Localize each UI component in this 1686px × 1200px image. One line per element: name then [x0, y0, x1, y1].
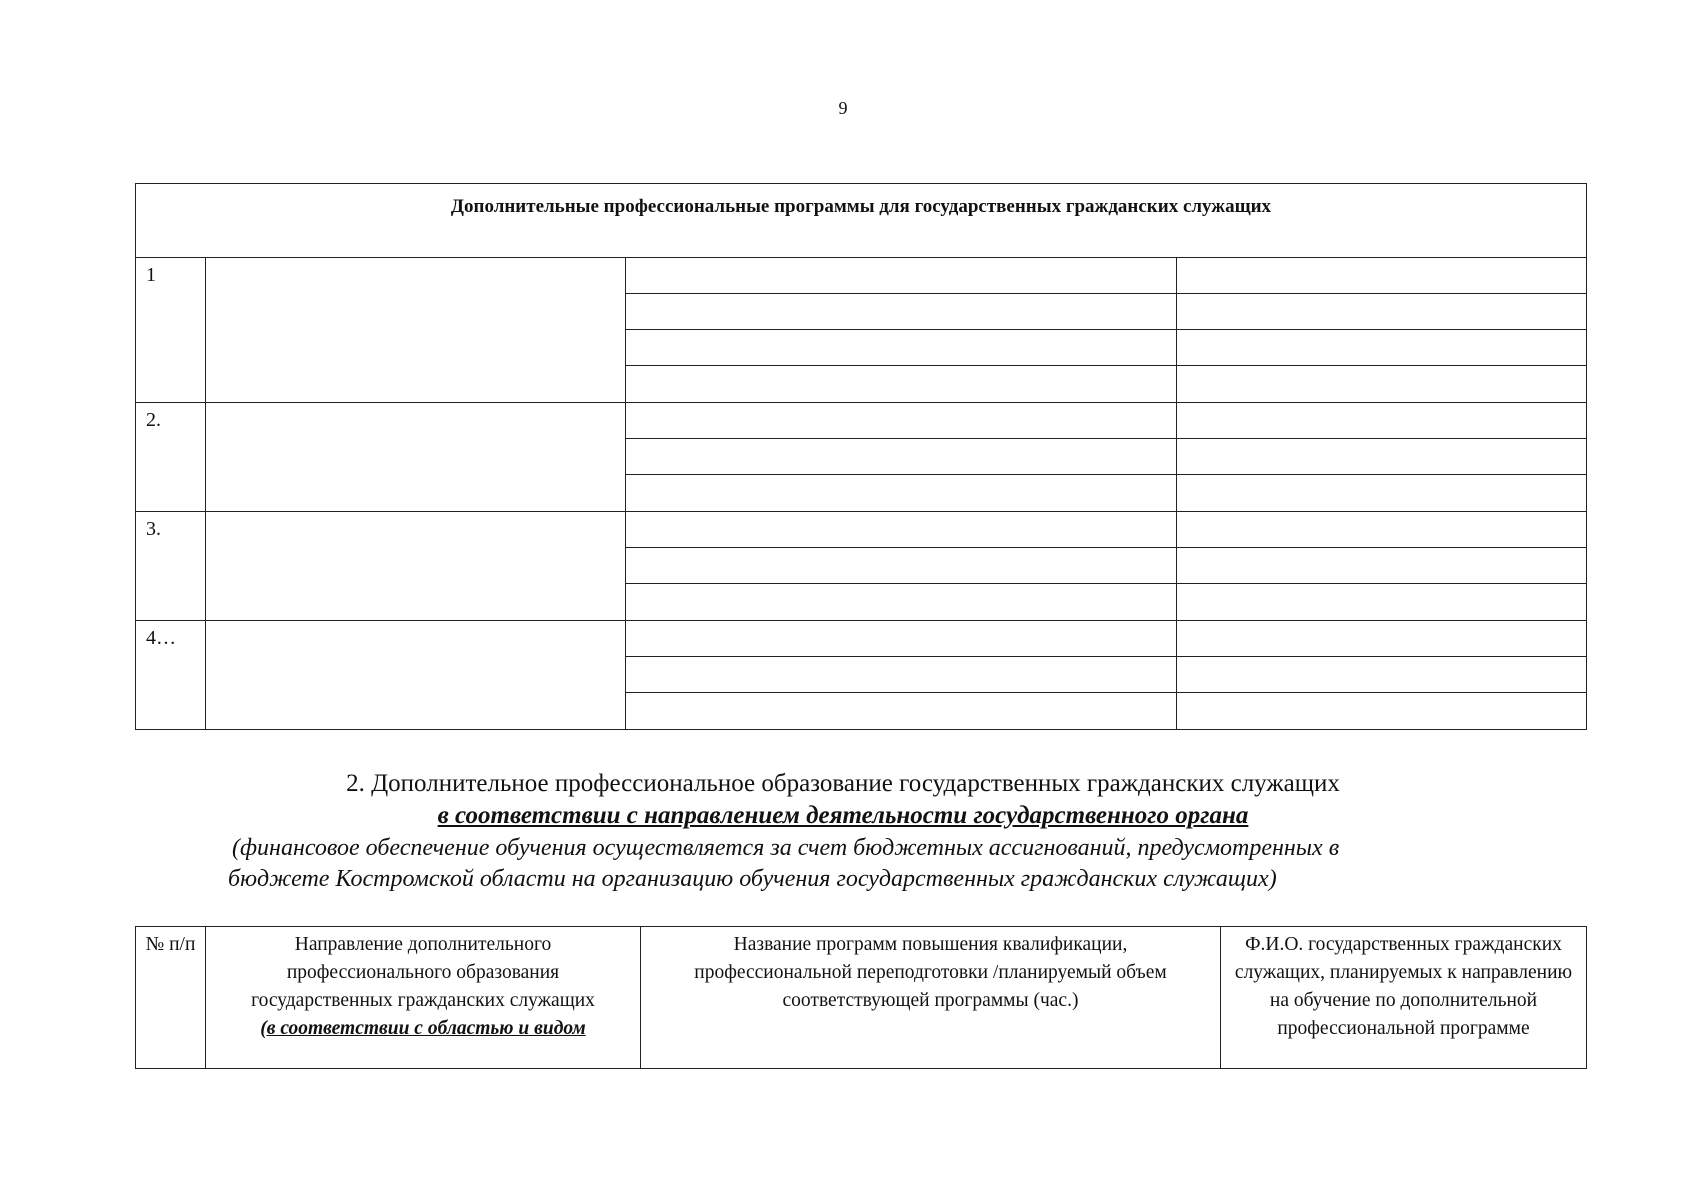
fio-cell[interactable] — [1177, 621, 1586, 656]
program-cell[interactable] — [626, 330, 1177, 365]
direction-cell[interactable] — [206, 621, 626, 729]
page-number: 9 — [838, 98, 848, 118]
fio-cell[interactable] — [1177, 294, 1586, 329]
programs-table — [135, 183, 1587, 730]
header-fio: Ф.И.О. государственных гражданских служащих, планируемых к направлению на обучение по дополнительной профессиональной программе — [1234, 934, 1573, 1039]
fio-cell[interactable] — [1177, 439, 1586, 474]
table-subrow — [626, 584, 1586, 620]
program-cell[interactable] — [626, 439, 1177, 474]
header-programs: Название программ повышения квалификации, профессиональной переподготовки /планируемый объем соответствующей программы (час.) — [641, 927, 1221, 1068]
header-direction — [206, 927, 641, 1068]
table-row-group — [136, 621, 1586, 729]
program-cell[interactable] — [626, 366, 1177, 402]
direction-cell[interactable] — [206, 403, 626, 511]
fio-cell[interactable] — [1177, 512, 1586, 547]
program-cell[interactable] — [626, 258, 1177, 293]
row-number: 3. — [136, 512, 206, 620]
table-subrow — [626, 258, 1586, 294]
table-row-group — [136, 258, 1586, 403]
direction-cell[interactable] — [206, 512, 626, 620]
programs-table-header: Дополнительные профессиональные программы для государственных гражданских служащих — [136, 184, 1586, 258]
program-cell[interactable] — [626, 548, 1177, 583]
fio-cell[interactable] — [1177, 403, 1586, 438]
fio-cell[interactable] — [1177, 475, 1586, 511]
section-note-line1: (финансовое обеспечение обучения осуществляется за счет бюджетных ассигнований, предусмотренных в — [232, 835, 1340, 861]
direction-cell[interactable] — [206, 258, 626, 402]
section-note-line2: бюджете Костромской области на организацию обучения государственных гражданских служащих) — [228, 866, 1277, 892]
subrows — [626, 621, 1586, 729]
table-row-group — [136, 403, 1586, 512]
table-subrow — [626, 403, 1586, 439]
header-num: № п/п — [136, 927, 206, 1068]
table-subrow — [626, 693, 1586, 729]
fio-cell[interactable] — [1177, 657, 1586, 692]
section-title: 2. Дополнительное профессиональное образование государственных гражданских служащих — [346, 770, 1340, 797]
section-subtitle: в соответствии с направлением деятельности государственного органа — [437, 802, 1249, 829]
table-row-group — [136, 512, 1586, 621]
header-direction-text: Направление дополнительного профессионального образования государственных гражданских служащих — [251, 934, 595, 1011]
table-subrow — [626, 366, 1586, 402]
subrows — [626, 258, 1586, 402]
table-subrow — [626, 512, 1586, 548]
education-table-header — [135, 926, 1587, 1069]
program-cell[interactable] — [626, 512, 1177, 547]
fio-cell[interactable] — [1177, 548, 1586, 583]
subrows — [626, 512, 1586, 620]
program-cell[interactable] — [626, 693, 1177, 729]
fio-cell[interactable] — [1177, 366, 1586, 402]
table-subrow — [626, 621, 1586, 657]
program-cell[interactable] — [626, 657, 1177, 692]
row-number: 4… — [136, 621, 206, 729]
fio-cell[interactable] — [1177, 693, 1586, 729]
program-cell[interactable] — [626, 475, 1177, 511]
subrows — [626, 403, 1586, 511]
fio-cell[interactable] — [1177, 330, 1586, 365]
table-subrow — [626, 475, 1586, 511]
table-subrow — [626, 439, 1586, 475]
program-cell[interactable] — [626, 584, 1177, 620]
fio-cell[interactable] — [1177, 584, 1586, 620]
table-subrow — [626, 657, 1586, 693]
program-cell[interactable] — [626, 621, 1177, 656]
table-subrow — [626, 548, 1586, 584]
table-subrow — [626, 330, 1586, 366]
program-cell[interactable] — [626, 403, 1177, 438]
row-number: 1 — [136, 258, 206, 402]
row-number: 2. — [136, 403, 206, 511]
header-direction-emph: (в соответствии с областью и видом — [260, 1018, 586, 1039]
fio-cell[interactable] — [1177, 258, 1586, 293]
program-cell[interactable] — [626, 294, 1177, 329]
table-subrow — [626, 294, 1586, 330]
